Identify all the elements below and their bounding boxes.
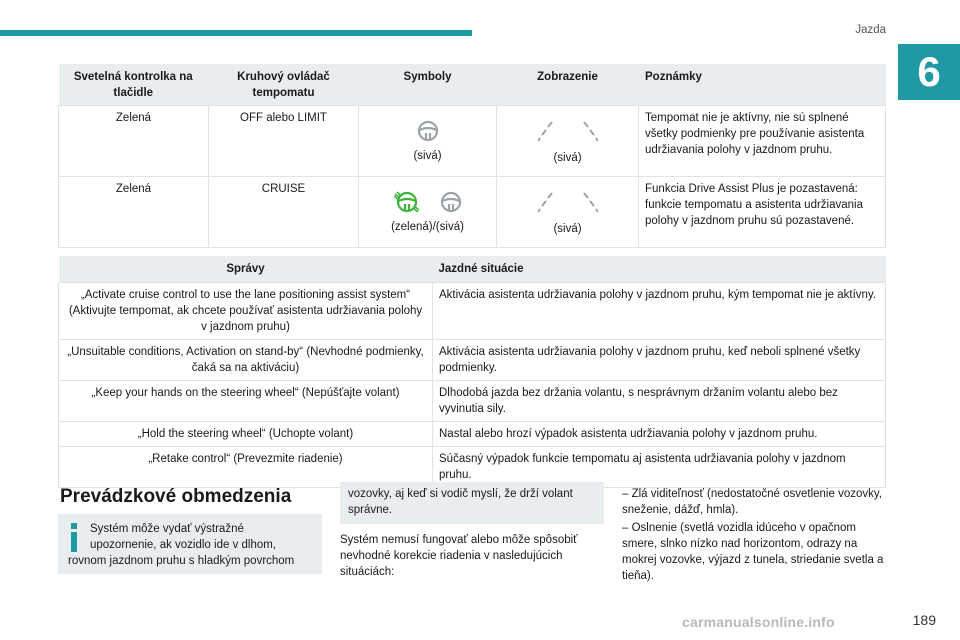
table-header-cell: Poznámky: [639, 64, 886, 106]
table-header-cell: Jazdné situácie: [433, 256, 886, 283]
section-heading: Prevádzkové obmedzenia: [60, 486, 292, 507]
display-color-caption: (sivá): [553, 152, 582, 164]
message-cell: „Activate cruise control to use the lane positioning assist system“ (Aktivujte tempomat, ak chcete používať asistenta udržiavania polohy v jazdnom pruhu): [59, 283, 433, 340]
message-cell: „Unsuitable conditions, Activation on stand-by“ (Nevhodné podmienky, čaká sa na aktiváciu): [59, 340, 433, 381]
message-cell: „Keep your hands on the steering wheel“ (Nepúšťajte volant): [59, 381, 433, 422]
lane-lines-icon: [538, 118, 598, 144]
control-position-cell: OFF alebo LIMIT: [209, 106, 359, 177]
message-cell: „Hold the steering wheel“ (Uchopte volant): [59, 422, 433, 447]
table-row: [59, 422, 886, 447]
lane-lines-icon: [538, 189, 598, 215]
chapter-number-badge: 6: [898, 44, 960, 100]
symbol-color-caption: (zelená)/(sivá): [391, 221, 464, 233]
control-position-cell: CRUISE: [209, 177, 359, 248]
situation-cell: Súčasný výpadok funkcie tempomatu aj asistenta udržiavania polohy v jazdnom pruhu.: [433, 447, 886, 488]
info-icon: [70, 523, 78, 553]
notes-cell: Tempomat nie je aktívny, nie sú splnené všetky podmienky pre používanie asistenta udržiavania polohy v jazdnom pruhu.: [639, 106, 886, 177]
display-cell: [497, 177, 639, 248]
conditions-list: [622, 486, 892, 586]
info-line: upozornenie, ak vozidlo ide v dlhom,: [90, 539, 277, 551]
body-paragraph: Systém nemusí fungovať alebo môže spôsobiť nevhodné korekcie riadenia v nasledujúcich situáciách:: [340, 534, 578, 578]
table-row: [59, 340, 886, 381]
symbol-color-caption: (sivá): [413, 150, 442, 162]
table-row: [59, 283, 886, 340]
display-cell: [497, 106, 639, 177]
table-header-cell: Zobrazenie: [497, 64, 639, 106]
info-note-box: [58, 514, 322, 574]
situation-cell: Nastal alebo hrozí výpadok asistenta udržiavania polohy v jazdnom pruhu.: [433, 422, 886, 447]
table-header-cell: Kruhový ovládač tempomatu: [209, 64, 359, 106]
steering-wheel-icon: [440, 191, 462, 213]
table-header-cell: Svetelná kontrolka na tlačidle: [59, 64, 209, 106]
situation-cell: Aktivácia asistenta udržiavania polohy v jazdnom pruhu, keď neboli splnené všetky podmienky.: [433, 340, 886, 381]
list-item: – Oslnenie (svetlá vozidla idúceho v opačnom smere, slnko nízko nad horizontom, odrazy na mokrej vozovke, výjazd z tunela, striedanie svetla a tieňa).: [622, 522, 884, 582]
list-item: – Zlá viditeľnosť (nedostatočné osvetlenie vozovky, sneženie, dážď, hmla).: [622, 488, 882, 516]
info-note-continued: vozovky, aj keď si vodič myslí, že drží volant správne.: [340, 482, 604, 524]
steering-wheel-hands-icon: [394, 190, 420, 214]
table-row: [59, 106, 886, 177]
notes-cell: Funkcia Drive Assist Plus je pozastavená: funkcie tempomatu a asistenta udržiavania polohy v jazdnom pruhu sú pozastavené.: [639, 177, 886, 248]
info-line: Systém môže vydať výstražné: [90, 523, 244, 535]
header-accent-bar: [0, 30, 472, 36]
situation-cell: Dlhodobá jazda bez držania volantu, s nesprávnym držaním volantu alebo bez vyvinutia sily.: [433, 381, 886, 422]
watermark: carmanualsonline.info: [682, 614, 835, 630]
messages-table: [58, 256, 886, 488]
cruise-status-table: [58, 64, 886, 248]
symbols-cell: [359, 106, 497, 177]
indicator-color-cell: Zelená: [59, 106, 209, 177]
table-header-cell: Symboly: [359, 64, 497, 106]
symbols-cell: [359, 177, 497, 248]
steering-wheel-icon: [417, 120, 439, 142]
table-row: [59, 177, 886, 248]
table-header-row: [59, 64, 886, 106]
page-number: 189: [912, 612, 936, 628]
table-header-row: [59, 256, 886, 283]
info-note-text: [68, 521, 314, 569]
situation-cell: Aktivácia asistenta udržiavania polohy v jazdnom pruhu, kým tempomat nie je aktívny.: [433, 283, 886, 340]
table-row: [59, 381, 886, 422]
message-cell: „Retake control“ (Prevezmite riadenie): [59, 447, 433, 488]
indicator-color-cell: Zelená: [59, 177, 209, 248]
table-header-cell: Správy: [59, 256, 433, 283]
section-label: Jazda: [855, 24, 886, 36]
info-line: rovnom jazdnom pruhu s hladkým povrchom: [68, 555, 295, 567]
display-color-caption: (sivá): [553, 223, 582, 235]
